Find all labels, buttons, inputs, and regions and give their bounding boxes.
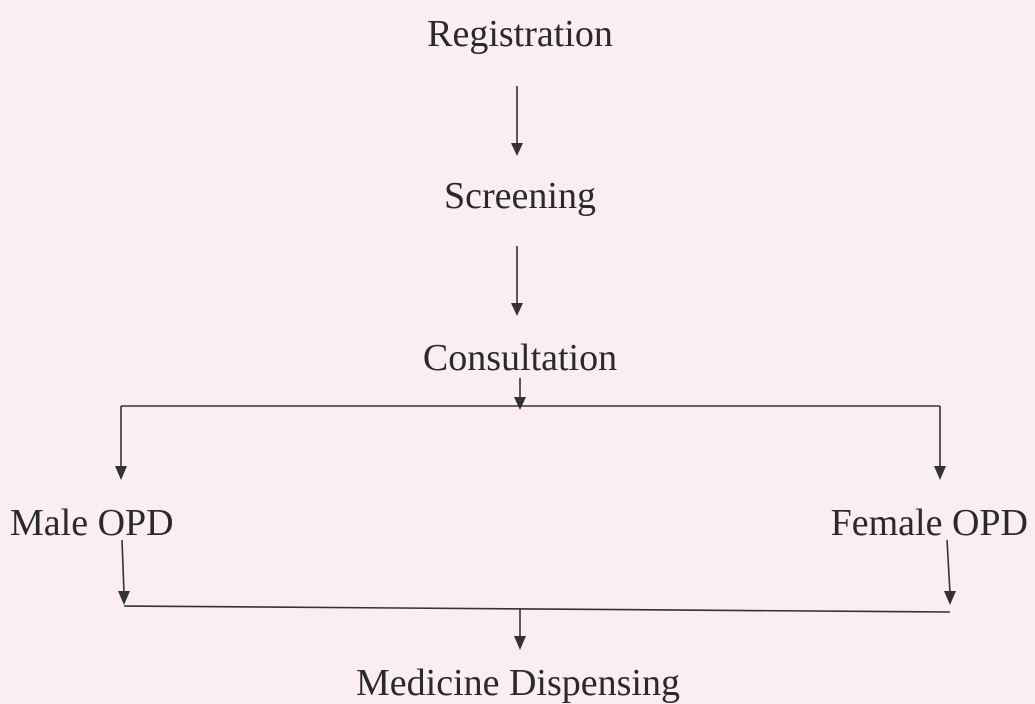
arrow-to-male-opd bbox=[115, 406, 127, 480]
arrow-to-medicine-dispensing bbox=[514, 609, 526, 650]
node-screening: Screening bbox=[444, 175, 596, 217]
arrow-male-opd-to-merge bbox=[118, 540, 130, 605]
node-medicine-dispensing: Medicine Dispensing bbox=[355, 662, 681, 704]
arrow-registration-to-screening bbox=[511, 86, 523, 156]
arrow-to-female-opd bbox=[934, 406, 946, 480]
branch-connector-top bbox=[121, 378, 940, 410]
arrow-screening-to-consultation bbox=[511, 246, 523, 316]
merge-connector-bottom bbox=[124, 606, 950, 612]
arrow-female-opd-to-merge bbox=[944, 540, 956, 605]
node-male-opd: Male OPD bbox=[10, 502, 174, 544]
node-female-opd: Female OPD bbox=[830, 502, 1028, 544]
node-registration: Registration bbox=[427, 13, 613, 55]
node-consultation: Consultation bbox=[422, 337, 618, 379]
